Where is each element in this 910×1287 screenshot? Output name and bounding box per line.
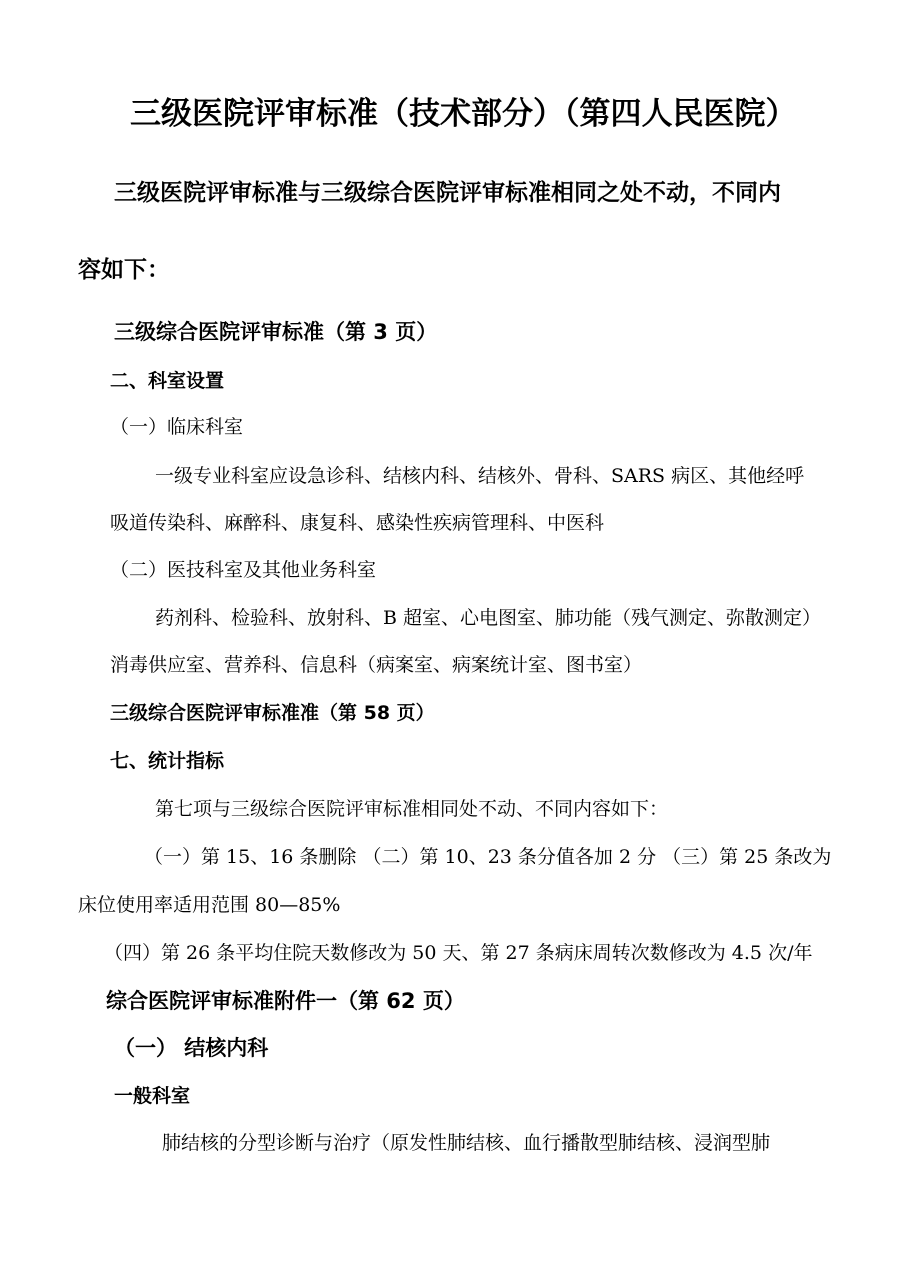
statistics-line-1: 第七项与三级综合医院评审标准相同处不动、不同内容如下：: [155, 798, 669, 820]
medtech-departments-heading: （二）医技科室及其他业务科室: [110, 559, 377, 581]
clinical-departments-line-2: 吸道传染科、麻醉科、康复科、感染性疾病管理科、中医科: [110, 512, 605, 534]
tuberculosis-line-1: 肺结核的分型诊断与治疗（原发性肺结核、血行播散型肺结核、浸润型肺: [162, 1132, 771, 1154]
subheading-general-department: 一般科室: [114, 1085, 191, 1107]
clinical-departments-heading: （一）临床科室: [110, 416, 244, 438]
statistics-line-4: （四）第 26 条平均住院天数修改为 50 天、第 27 条病床周转次数修改为 4.5 次/年: [104, 942, 813, 964]
section-heading-page-62: 综合医院评审标准附件一（第 62 页）: [106, 989, 465, 1013]
intro-paragraph-line-1: 三级医院评审标准与三级综合医院评审标准相同之处不动，不同内: [114, 180, 781, 206]
document-title: 三级医院评审标准（技术部分）（第四人民医院）: [130, 96, 797, 132]
subheading-tb-internal-medicine: （一） 结核内科: [114, 1036, 269, 1060]
clinical-departments-line-1: 一级专业科室应设急诊科、结核内科、结核外、骨科、SARS 病区、其他经呼: [155, 465, 805, 487]
subheading-statistics: 七、统计指标: [110, 750, 225, 772]
section-heading-page-3: 三级综合医院评审标准（第 3 页）: [114, 320, 438, 344]
statistics-line-2: （一）第 15、16 条删除 （二）第 10、23 条分值各加 2 分 （三）第 25 条改为: [144, 846, 832, 868]
subheading-department-setup: 二、科室设置: [110, 370, 225, 392]
section-heading-page-58: 三级综合医院评审标准准（第 58 页）: [110, 702, 435, 724]
intro-paragraph-line-2: 容如下：: [78, 257, 170, 283]
medtech-departments-line-2: 消毒供应室、营养科、信息科（病案室、病案统计室、图书室）: [110, 654, 643, 676]
medtech-departments-line-1: 药剂科、检验科、放射科、B 超室、心电图室、肺功能（残气测定、弥散测定）: [155, 607, 822, 629]
statistics-line-3: 床位使用率适用范围 80—85%: [78, 894, 341, 916]
